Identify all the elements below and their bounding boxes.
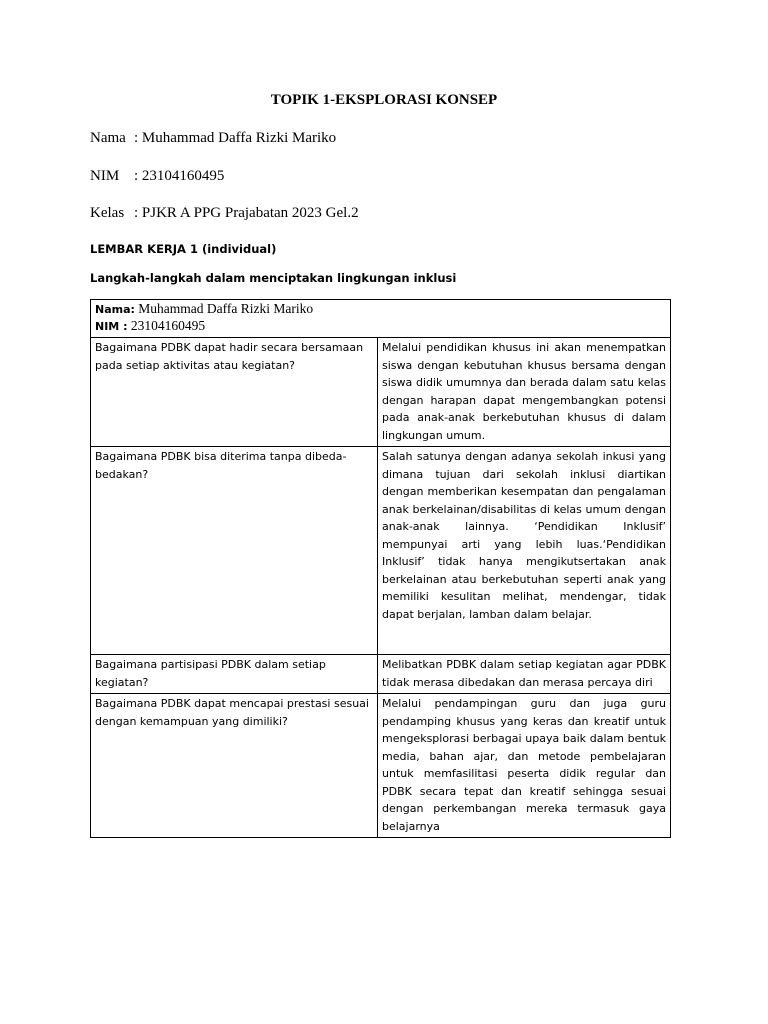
table-row <box>91 447 671 655</box>
worksheet-table <box>90 299 671 838</box>
table-header-nama-value: Muhammad Daffa Rizki Mariko <box>134 301 314 316</box>
worksheet-subtitle: Langkah-langkah dalam menciptakan lingkungan inklusi <box>90 271 457 285</box>
table-header-nama <box>95 301 666 318</box>
answer-cell: Melalui pendidikan khusus ini akan menempatkan siswa dengan kebutuhan khusus bersama dengan siswa didik umumnya dan berada dalam satu kelas dengan harapan dapat mengembangkan potensi pada anak-anak berkebutuhan khusus di dalam lingkungan umum. <box>378 338 671 447</box>
answer-cell: Melalui pendampingan guru dan juga guru pendamping khusus yang keras dan kreatif untuk mengeksplorasi berbagai upaya baik dalam bentuk media, bahan ajar, dan metode pembelajaran untuk memfasilitasi peserta didik regular dan PDBK secara tepat dan kreatif sehingga sesuai dengan perkembangan mereka termasuk gaya belajarnya <box>378 694 671 838</box>
info-nama-label: Nama <box>90 130 126 146</box>
question-cell: Bagaimana PDBK dapat mencapai prestasi sesuai dengan kemampuan yang dimiliki? <box>91 694 378 838</box>
table-row <box>91 694 671 838</box>
info-kelas-label: Kelas <box>90 205 125 221</box>
table-header-cell <box>91 300 671 338</box>
info-nim-label: NIM <box>90 168 120 184</box>
table-header-nim-value: 23104160495 <box>127 318 206 333</box>
table-row <box>91 655 671 694</box>
info-kelas-value: : PJKR A PPG Prajabatan 2023 Gel.2 <box>134 205 359 221</box>
table-header-row <box>91 300 671 338</box>
worksheet-heading: LEMBAR KERJA 1 (individual) <box>90 242 277 256</box>
question-cell: Bagaimana PDBK dapat hadir secara bersamaan pada setiap aktivitas atau kegiatan? <box>91 338 378 447</box>
info-nim <box>90 168 224 185</box>
answer-cell: Melibatkan PDBK dalam setiap kegiatan agar PDBK tidak merasa dibedakan dan merasa percaya diri <box>378 655 671 694</box>
info-nim-value: : 23104160495 <box>134 168 225 184</box>
table-header-nim-label: NIM : <box>95 320 128 333</box>
question-cell: Bagaimana partisipasi PDBK dalam setiap kegiatan? <box>91 655 378 694</box>
table-row <box>91 338 671 447</box>
table-header-nim <box>95 318 666 335</box>
info-kelas <box>90 205 359 222</box>
document-title: TOPIK 1-EKSPLORASI KONSEP <box>270 92 498 108</box>
table-header-nama-label: Nama: <box>95 303 135 316</box>
answer-cell: Salah satunya dengan adanya sekolah inkusi yang dimana tujuan dari sekolah inklusi diartikan dengan memberikan kesempatan dan pengalaman anak berkelainan/disabilitas di kelas umum dengan anak-anak lainnya. ‘Pendidikan Inklusif’ mempunyai arti yang lebih luas.‘Pendidikan Inklusif’ tidak hanya mengikutsertakan anak berkelainan atau berkebutuhan seperti anak yang memiliki kesulitan melihat, mendengar, tidak dapat berjalan, lamban dalam belajar. <box>378 447 671 655</box>
question-cell: Bagaimana PDBK bisa diterima tanpa dibeda-bedakan? <box>91 447 378 655</box>
info-nama-value: : Muhammad Daffa Rizki Mariko <box>134 130 337 146</box>
info-nama <box>90 130 336 147</box>
